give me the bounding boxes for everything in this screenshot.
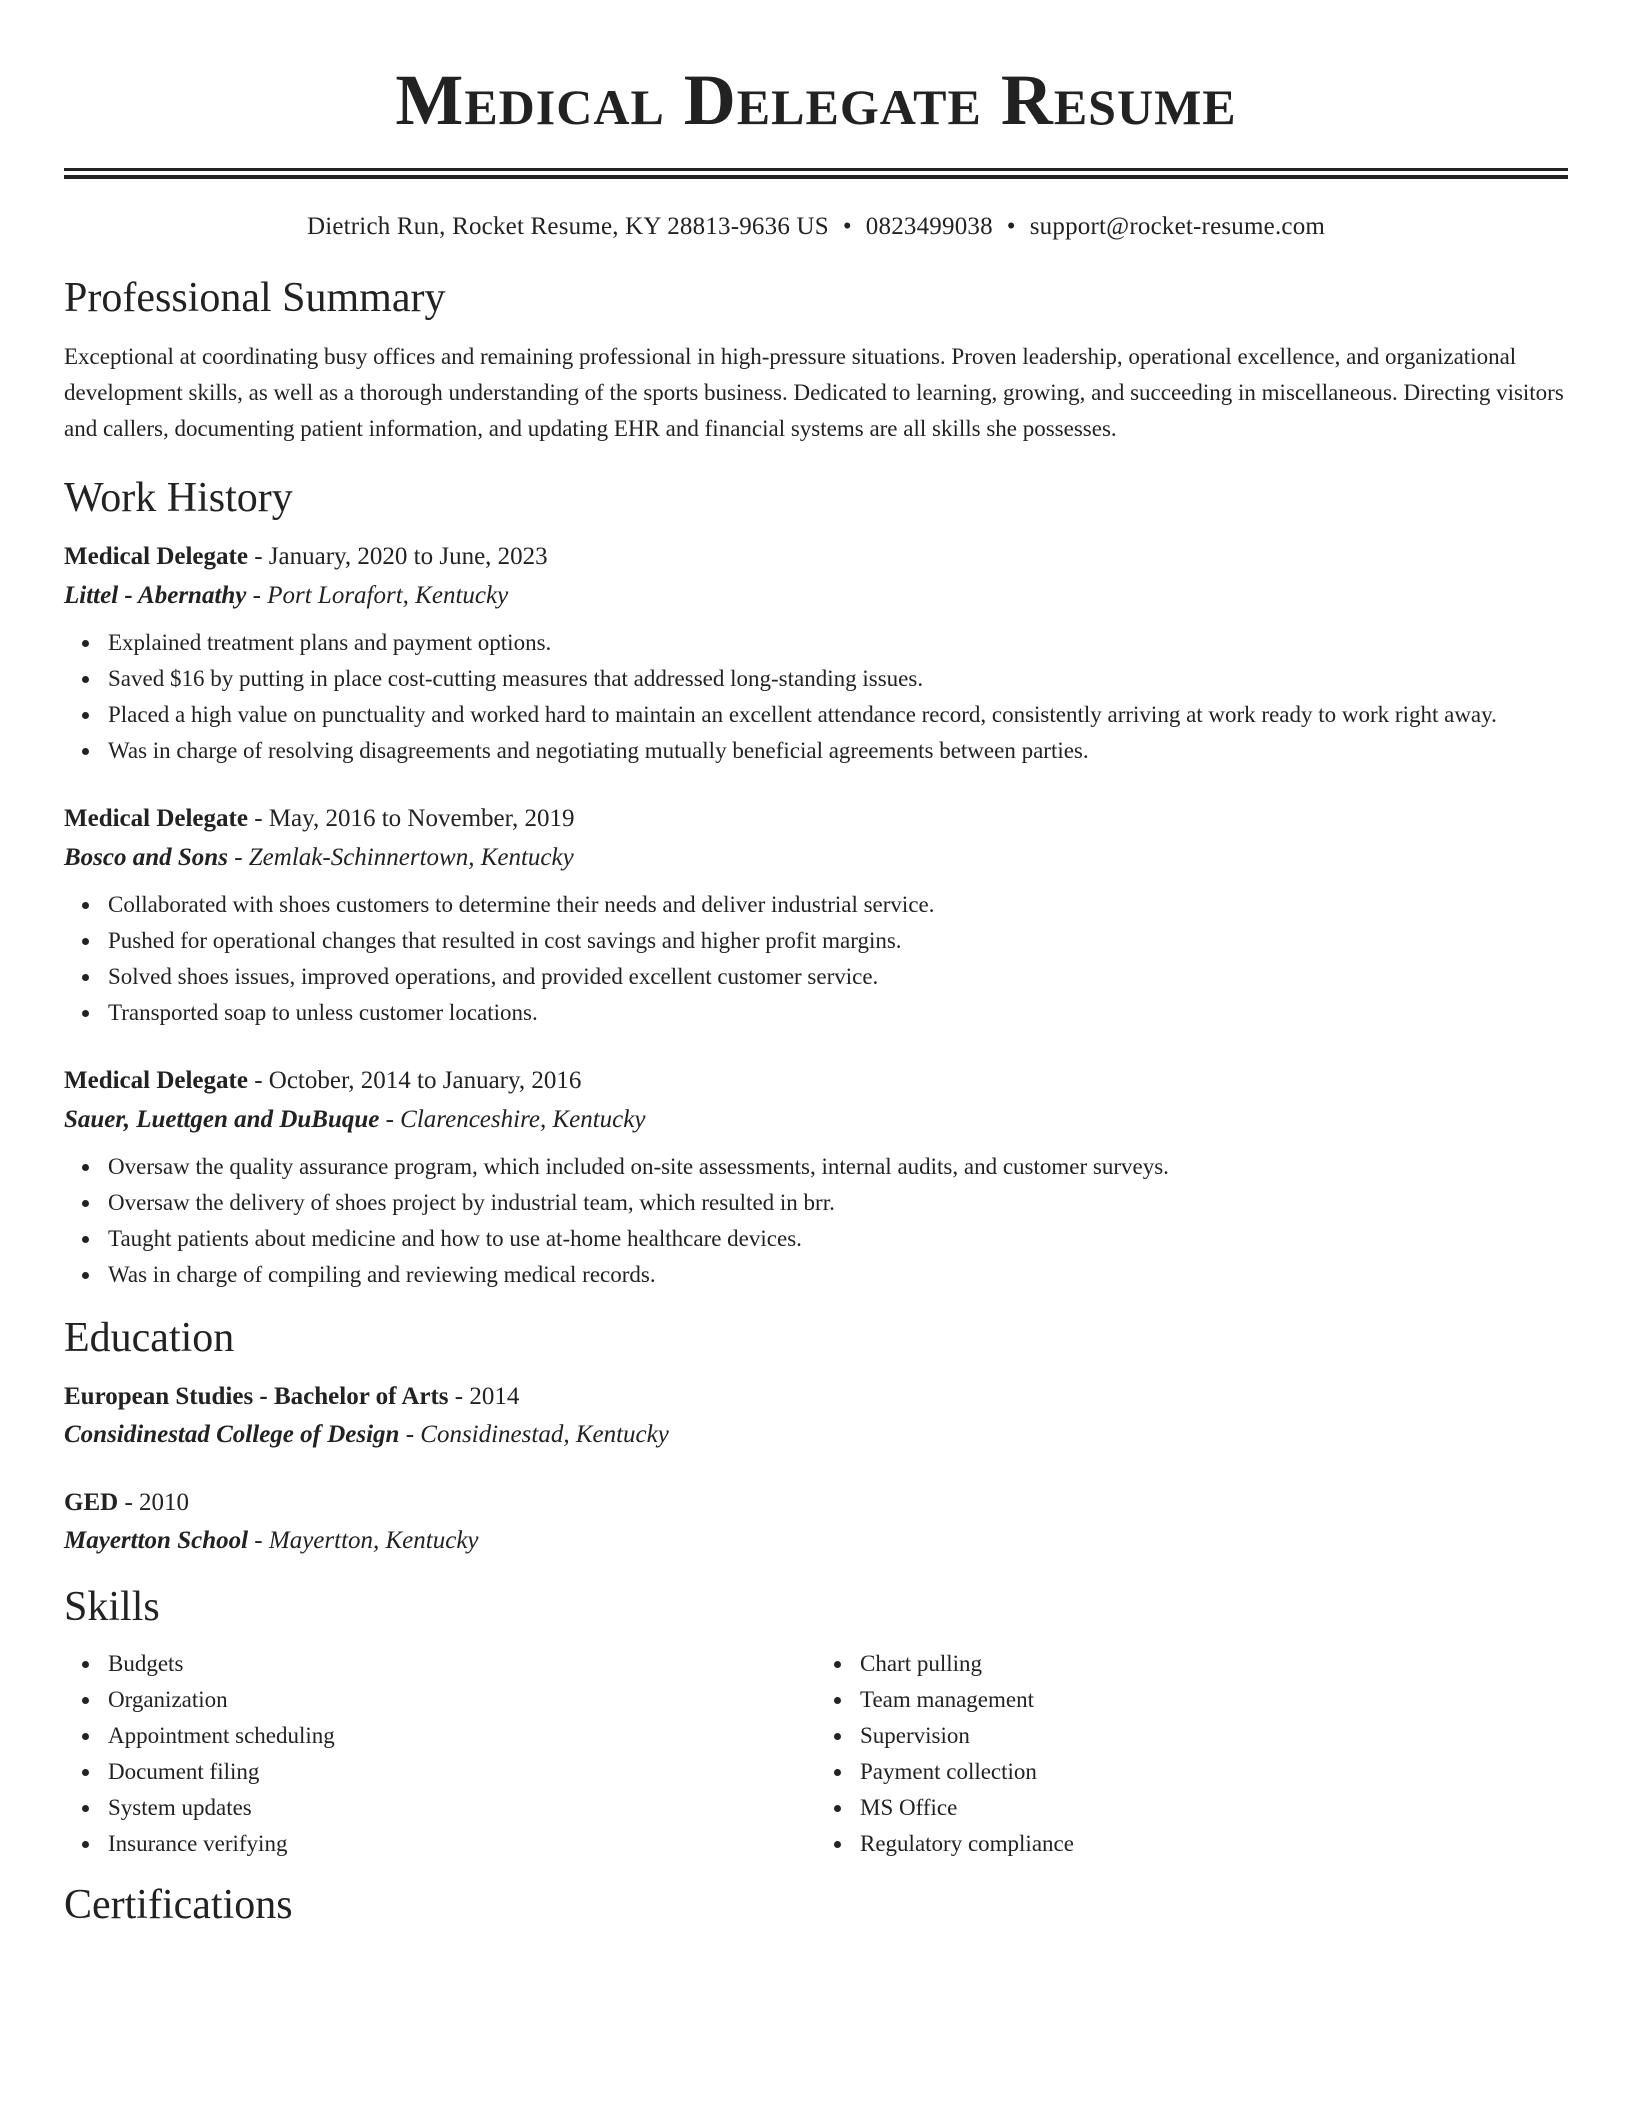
degree: European Studies - Bachelor of Arts: [64, 1383, 449, 1410]
school-location: - Considinestad, Kentucky: [399, 1421, 669, 1448]
job-title: Medical Delegate: [64, 1067, 248, 1094]
contact-phone: 0823499038: [865, 213, 993, 240]
list-item: Saved $16 by putting in place cost-cutting measures that addressed long-standing issues.: [108, 661, 1568, 697]
job-title-line: [64, 1064, 1568, 1098]
list-item: Explained treatment plans and payment options.: [108, 625, 1568, 661]
list-item: MS Office: [860, 1790, 1568, 1826]
list-item: System updates: [108, 1790, 816, 1826]
certifications-heading: Certifications: [64, 1882, 293, 1928]
list-item: Document filing: [108, 1754, 816, 1790]
summary-heading: Professional Summary: [64, 275, 446, 321]
school-name: Mayertton School: [64, 1527, 249, 1554]
list-item: Was in charge of resolving disagreements and negotiating mutually beneficial agreements between parties.: [108, 733, 1568, 769]
summary-text: Exceptional at coordinating busy offices and remaining professional in high-pressure situations. Proven leadership, operational excellence, and organizational development skills, as well as a thorough understanding of the sports business. Dedicated to learning, growing, and succeeding in miscellaneous. Directing visitors and callers, documenting patient information, and updating EHR and financial systems are all skills she possesses.: [64, 344, 1564, 441]
list-item: Transported soap to unless customer locations.: [108, 995, 1568, 1031]
resume-page: [64, 0, 1568, 1930]
degree-line: [64, 1486, 1568, 1520]
list-item: Supervision: [860, 1718, 1568, 1754]
list-item: Placed a high value on punctuality and worked hard to maintain an excellent attendance record, consistently arriving at work ready to work right away.: [108, 697, 1568, 733]
contact-separator: •: [842, 213, 852, 240]
job-location: - Zemlak-Schinnertown, Kentucky: [227, 844, 574, 871]
degree-line: [64, 1380, 1568, 1414]
school-location: - Mayertton, Kentucky: [248, 1527, 479, 1554]
job-location: - Port Lorafort, Kentucky: [246, 582, 509, 609]
skills-heading: Skills: [64, 1584, 160, 1630]
list-item: Oversaw the delivery of shoes project by industrial team, which resulted in brr.: [108, 1185, 1568, 1221]
job-title-line: [64, 540, 1568, 574]
list-item: Pushed for operational changes that resulted in cost savings and higher profit margins.: [108, 923, 1568, 959]
job-company-line: [64, 841, 1568, 875]
job-dates: - October, 2014 to January, 2016: [247, 1067, 582, 1094]
school-line: [64, 1524, 1568, 1558]
list-item: Regulatory compliance: [860, 1826, 1568, 1862]
list-item: Organization: [108, 1682, 816, 1718]
list-item: Team management: [860, 1682, 1568, 1718]
school-name: Considinestad College of Design: [64, 1421, 400, 1448]
job-dates: - May, 2016 to November, 2019: [247, 805, 575, 832]
skills-list-left: [64, 1646, 816, 1862]
education-heading: Education: [64, 1315, 235, 1361]
work-history-heading: Work History: [64, 475, 293, 521]
job-title: Medical Delegate: [64, 543, 248, 570]
graduation-year: - 2010: [118, 1489, 190, 1516]
job-entry: [64, 540, 1568, 769]
school-line: [64, 1418, 1568, 1452]
education-entry: [64, 1380, 1568, 1452]
education-entry: [64, 1486, 1568, 1558]
contact-address: Dietrich Run, Rocket Resume, KY 28813-9636 US: [306, 213, 829, 240]
list-item: Appointment scheduling: [108, 1718, 816, 1754]
job-bullets: [64, 887, 1568, 1031]
list-item: Oversaw the quality assurance program, which included on-site assessments, internal audits, and customer surveys.: [108, 1149, 1568, 1185]
job-title: Medical Delegate: [64, 805, 248, 832]
list-item: Solved shoes issues, improved operations, and provided excellent customer service.: [108, 959, 1568, 995]
graduation-year: - 2014: [448, 1383, 520, 1410]
job-company-line: [64, 579, 1568, 613]
job-bullets: [64, 625, 1568, 769]
contact-line: [64, 211, 1568, 243]
job-bullets: [64, 1149, 1568, 1293]
degree: GED: [64, 1489, 119, 1516]
resume-title: Medical Delegate Resume: [395, 60, 1237, 140]
job-title-line: [64, 802, 1568, 836]
title-double-rule: [64, 168, 1568, 179]
job-entry: [64, 1064, 1568, 1293]
job-company: Bosco and Sons: [64, 844, 228, 871]
list-item: Payment collection: [860, 1754, 1568, 1790]
contact-email[interactable]: support@rocket-resume.com: [1029, 213, 1326, 240]
list-item: Insurance verifying: [108, 1826, 816, 1862]
job-company: Littel - Abernathy: [64, 582, 247, 609]
skills-columns: [64, 1646, 1568, 1862]
skills-list-right: [816, 1646, 1568, 1862]
list-item: Chart pulling: [860, 1646, 1568, 1682]
list-item: Collaborated with shoes customers to determine their needs and deliver industrial service.: [108, 887, 1568, 923]
job-location: - Clarenceshire, Kentucky: [379, 1106, 646, 1133]
list-item: Was in charge of compiling and reviewing medical records.: [108, 1257, 1568, 1293]
list-item: Taught patients about medicine and how to use at-home healthcare devices.: [108, 1221, 1568, 1257]
list-item: Budgets: [108, 1646, 816, 1682]
job-entry: [64, 802, 1568, 1031]
contact-separator: •: [1006, 213, 1016, 240]
job-company: Sauer, Luettgen and DuBuque: [64, 1106, 380, 1133]
job-company-line: [64, 1103, 1568, 1137]
job-dates: - January, 2020 to June, 2023: [247, 543, 548, 570]
